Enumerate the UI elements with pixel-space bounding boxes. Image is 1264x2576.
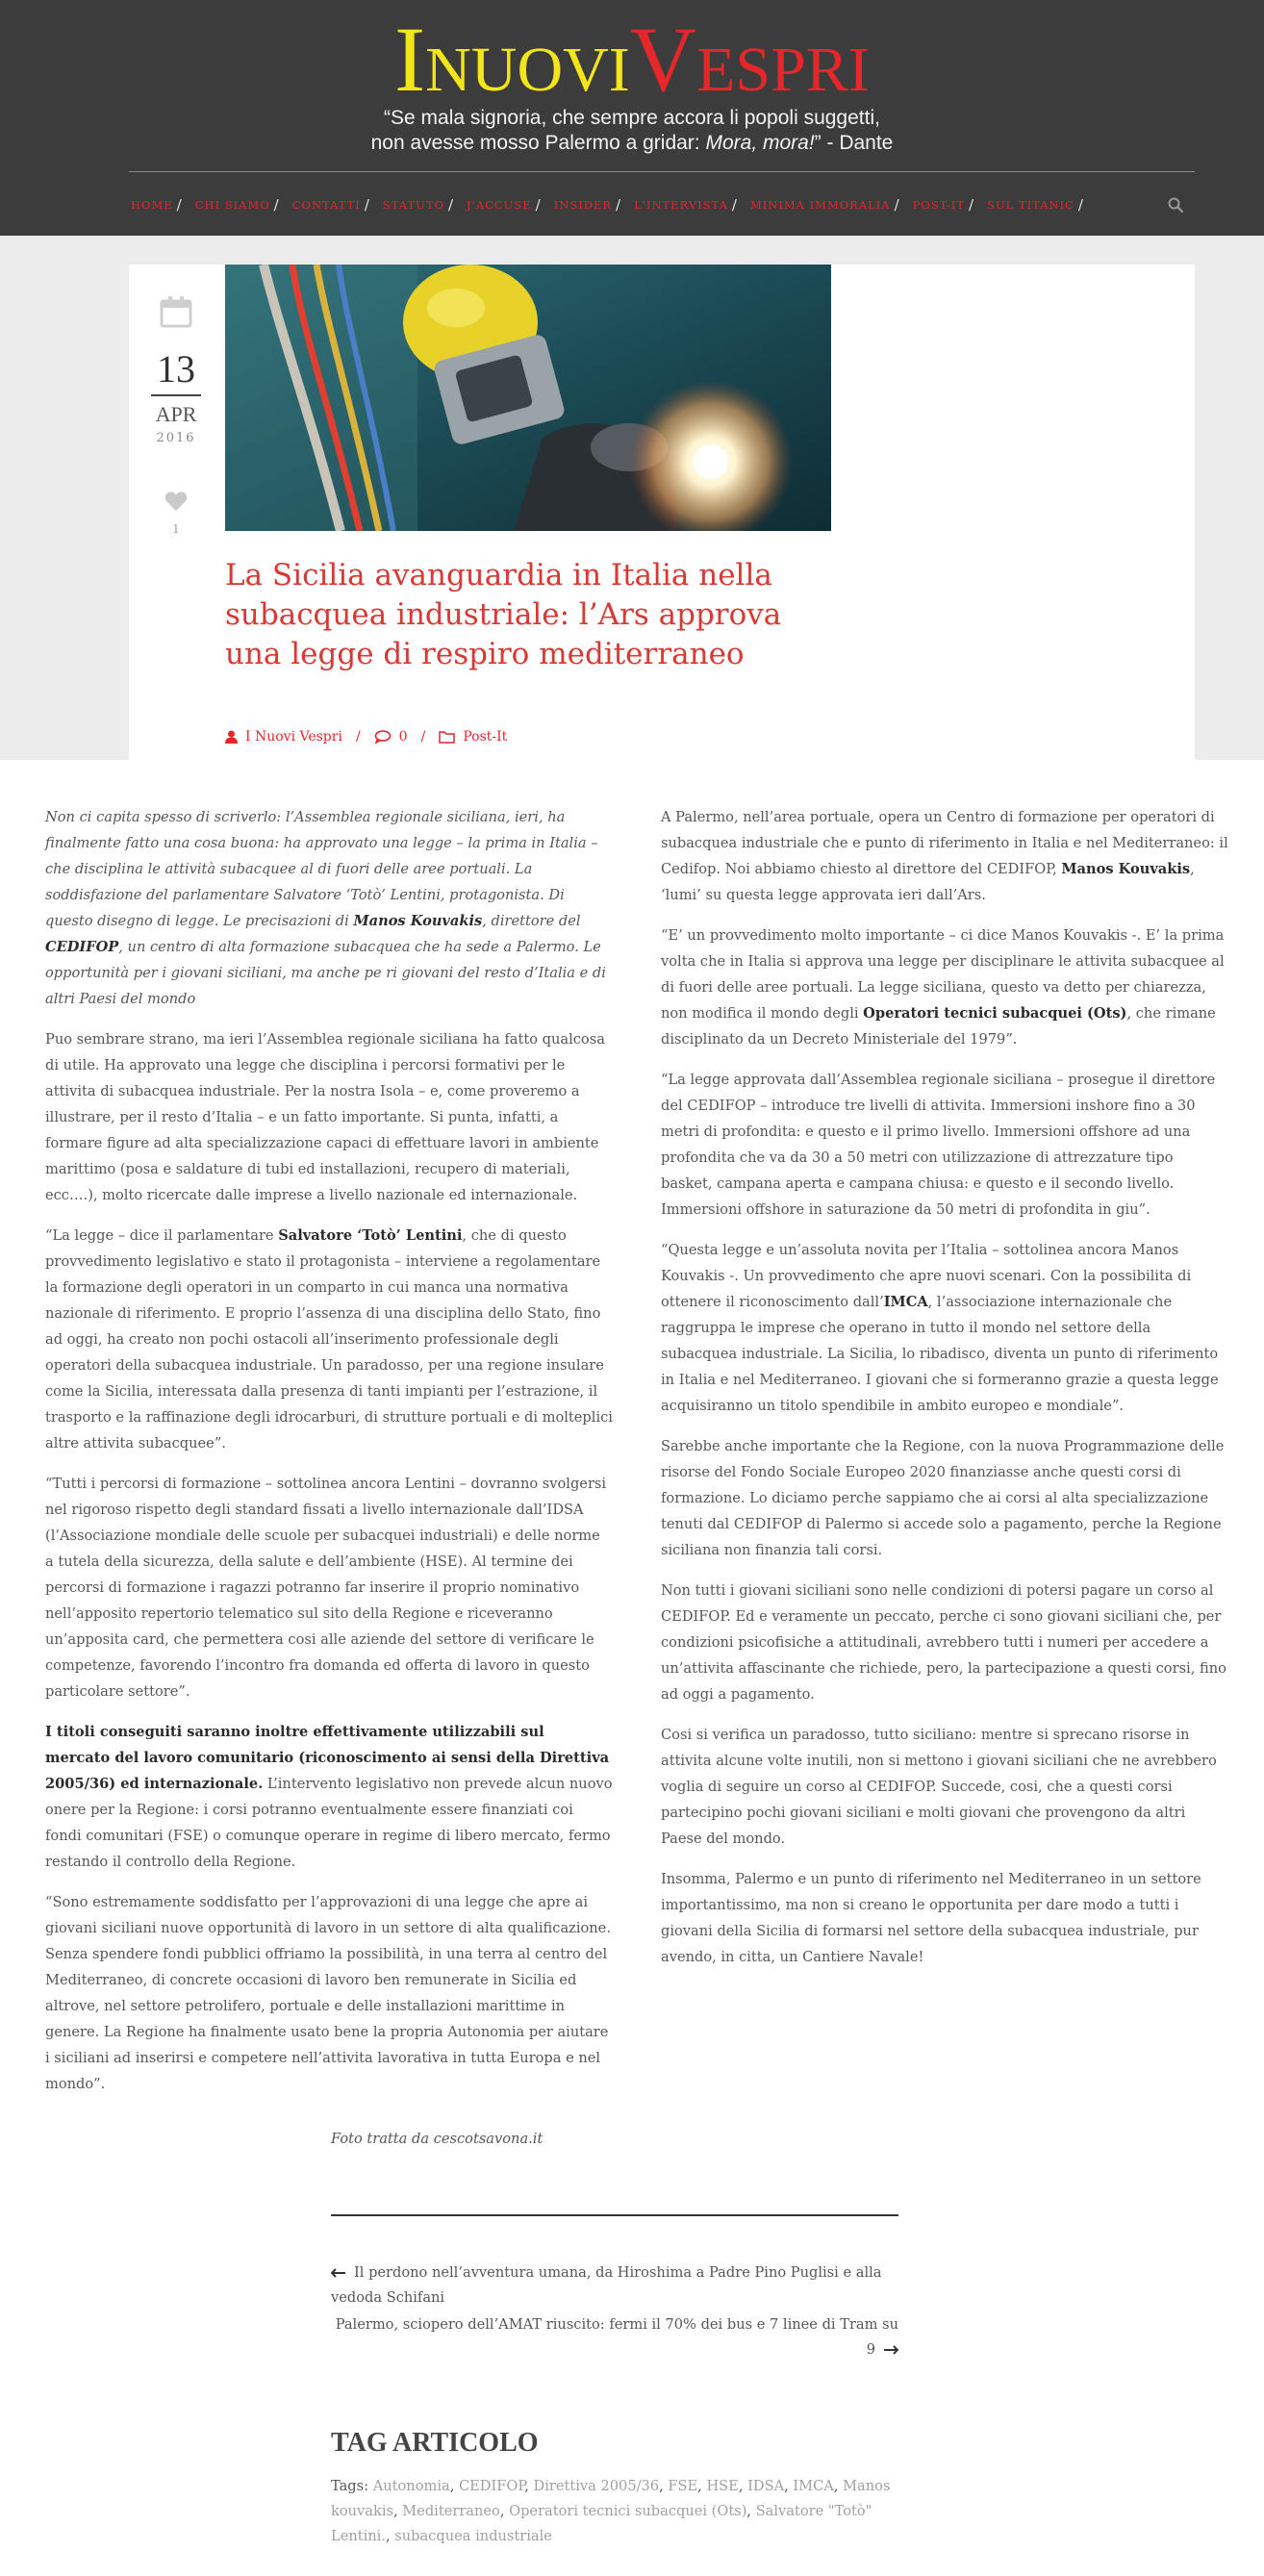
- post-title: La Sicilia avanguardia in Italia nella subacquea industriale: l’Ars approva una legge di respiro mediterraneo: [225, 558, 782, 671]
- tag-link[interactable]: IDSA: [747, 2478, 785, 2494]
- nav-separator: /: [535, 196, 541, 214]
- comment-count[interactable]: 0: [398, 729, 408, 745]
- nav-item: [554, 196, 634, 214]
- text-run: , l’associazione internazionale che raggruppa le imprese che operano in tutto il mondo nel settore della subacquea industriale. La Sicilia, lo ribadisco, diventa un punto di riferimento in Italia e nel Mediterraneo. I giovani che si formeranno grazie a questa legge acquisiranno un titolo spendibile in ambito europeo e mondiale”.: [661, 1294, 1219, 1414]
- post-month: APR: [155, 402, 197, 426]
- text-run: Insomma, Palermo e un punto di riferimento nel Mediterraneo in un settore importantissimo, ma non si creano le opportunita per dare modo a tutti i giovani della Sicilia di formarsi nel settore della subacquea industriale, pur avendo, in citta, un Cantiere Navale!: [661, 1871, 1201, 1965]
- next-post-title: Palermo, sciopero dell’AMAT riuscito: fermi il 70% dei bus e 7 linee di Tram su 9: [335, 2316, 898, 2358]
- nav-item: [987, 196, 1097, 214]
- site-header: [0, 0, 1264, 236]
- text-run: “La legge approvata dall’Assemblea regionale siciliana – prosegue il direttore del CEDIFOP – introduce tre livelli di attivita. Immersioni inshore fino a 30 metri di profondita: e questo e il primo livello. Immersioni offshore ad una profondita che va da 30 a 50 metri con utilizzazione di attrezzature tipo basket, campana aperta e campana chiusa: e questo e il secondo livello. Immersioni offshore in saturazione da 50 metri di profondita in giu”.: [661, 1072, 1216, 1218]
- nav-separator: /: [1077, 196, 1083, 214]
- text-run: , che di questo provvedimento legislativo e stato il protagonista – interviene a regolamentare la formazione degli operatori in un comparto in cui manca una normativa nazionale di riferimento. E proprio l’assenza di una disciplina dello Stato, fino ad oggi, ha creato non pochi ostacoli all’inserimento professionale degli operatori della subacquea industriale. Un paradosso, per una regione insulare come la Sicilia, interessata dalla presenza di tanti impianti per l’estrazione, il trasporto e la raffinazione degli idrocarburi, di strutture portuali e di molteplici altre attivita subacquee”.: [45, 1227, 613, 1452]
- nav-link[interactable]: INSIDER: [553, 198, 613, 212]
- post-divider: [331, 2214, 898, 2216]
- text-run: , che rimane disciplinato da un Decreto Ministeriale del 1979”.: [661, 1005, 1216, 1048]
- text-run: Sarebbe anche importante che la Regione, con la nuova Programmazione delle risorse del Fondo Sociale Europeo 2020 finanziasse anche questi corsi di formazione. Lo diciamo perche sappiamo che ai corsi al alta specializzazione tenuti dal CEDIFOP di Palermo si accede solo a pagamento, perche la Regione siciliana non finanzia tali corsi.: [661, 1438, 1225, 1558]
- text-run: L’intervento legislativo non prevede alcun nuovo onere per la Regione: i corsi potranno eventualmente essere finanziati coi fondi comunitari (FSE) o comunque operare in regime di libero mercato, fermo restando il controllo della Regione.: [45, 1776, 613, 1870]
- text-run: Non tutti i giovani siciliani sono nelle condizioni di potersi pagare un corso al CEDIFOP. Ed e veramente un peccato, perche ci sono giovani siciliani che, per condizioni psicofisiche a attitudinali, avrebbero tutti i numeri per accedere a un’attivita affascinante che richiede, pero, la partecipazione a questi corsi, fino ad oggi a pagamento.: [661, 1582, 1226, 1703]
- bold-text: I titoli conseguiti saranno inoltre effettivamente utilizzabili sul mercato del lavoro comunitario (riconoscimento ai sensi della Direttiva 2005/36) ed internazionale.: [45, 1724, 610, 1792]
- nav-separator: /: [969, 196, 974, 214]
- article-paragraph: [661, 1722, 1228, 1852]
- article-paragraph: [45, 1889, 613, 2097]
- arrow-left-icon: [331, 2268, 346, 2278]
- article-paragraph: [45, 1719, 613, 1875]
- nav-item: [292, 196, 383, 214]
- nav-divider: [129, 171, 1195, 172]
- article-column-right: [661, 804, 1228, 1984]
- nav-link[interactable]: L'INTERVISTA: [634, 198, 728, 212]
- nav-separator: /: [731, 196, 737, 214]
- motto-line: “Se mala signoria, che sempre accora li popoli suggetti,: [384, 107, 880, 129]
- text-run: “Tutti i percorsi di formazione – sottolinea ancora Lentini – dovranno svolgersi nel rigoroso rispetto degli standard fissati a livello internazionale dall’IDSA (l’Associazione mondiale delle scuole per subacquei industriali) e delle norme a tutela della sicurezza, della salute e dell’ambiente (HSE). Al termine dei percorsi di formazione i ragazzi potranno far inserire il proprio nominativo nell’apposito repertorio telematico sul sito della Regione e riceveranno un’apposita card, che permettera cosi alle aziende del settore di verificare le competenze, favorendo l’incontro fra domanda ed offerta di lavoro in questo particolare settore”.: [45, 1476, 607, 1700]
- date-divider: [151, 394, 201, 396]
- text-run: Cosi si verifica un paradosso, tutto siciliano: mentre si sprecano risorse in attivita alcune volte inutili, non si mettono i giovani siciliani che ne avrebbero voglia di seguire un corso al CEDIFOP. Succede, cosi, che a questi corsi partecipino pochi giovani siciliani e molti giovani che provengono da altri Paese del mondo.: [661, 1727, 1217, 1847]
- image-caption: Foto tratta da cescotsavona.it: [331, 2131, 544, 2147]
- tag-link[interactable]: Salvatore "Totò" Lentini.: [331, 2503, 872, 2544]
- nav-item: [195, 196, 292, 214]
- article-paragraph: [661, 922, 1228, 1052]
- main-nav: [131, 194, 1097, 215]
- article-paragraph: [661, 1433, 1228, 1563]
- tag-link[interactable]: Manos kouvakis: [331, 2478, 891, 2519]
- meta-separator: /: [420, 729, 426, 745]
- post-day: 13: [157, 347, 195, 391]
- previous-post-link[interactable]: [331, 2260, 898, 2311]
- article-paragraph: [661, 804, 1228, 908]
- article-intro: [45, 804, 613, 1012]
- motto-text: ” - Dante: [814, 132, 894, 154]
- motto-emphasis: Mora, mora!: [705, 132, 815, 154]
- nav-separator: /: [273, 196, 279, 214]
- post-author[interactable]: I Nuovi Vespri: [245, 729, 342, 745]
- post-year: 2016: [156, 431, 196, 445]
- article-paragraph: [661, 1067, 1228, 1223]
- nav-link[interactable]: STATUTO: [382, 198, 444, 212]
- nav-item: [383, 196, 467, 214]
- tag-link[interactable]: Operatori tecnici subacquei (Ots): [509, 2503, 747, 2519]
- nav-link[interactable]: SUL TITANIC: [987, 198, 1074, 212]
- tag-link[interactable]: FSE: [668, 2478, 698, 2494]
- meta-separator: /: [355, 729, 361, 745]
- tags-list: Tags: Autonomia, CEDIFOP, Direttiva 2005/36, FSE, HSE, IDSA, IMCA, Manos kouvakis, Mediterraneo, Operatori tecnici subacquei (Ots), Salvatore "Totò" Lentini., subacquea industriale: [331, 2478, 891, 2544]
- article-paragraph: [661, 1866, 1228, 1970]
- site-logo[interactable]: [0, 8, 1264, 111]
- nav-separator: /: [176, 196, 182, 214]
- nav-item: [467, 196, 554, 214]
- nav-separator: /: [364, 196, 369, 214]
- like-count: 1: [172, 522, 180, 536]
- tag-link[interactable]: Direttiva 2005/36: [533, 2478, 660, 2494]
- text-run: A Palermo, nell’area portuale, opera un Centro di formazione per operatori di subacquea industriale che e punto di riferimento in Italia e nel Mediterraneo: il Cedifop. Noi abbiamo chiesto al direttore del CEDIFOP,: [661, 809, 1228, 877]
- bold-text: Manos Kouvakis: [1061, 861, 1191, 877]
- comments-icon: [374, 730, 392, 744]
- tag-link[interactable]: CEDIFOP: [458, 2478, 525, 2494]
- tag-link[interactable]: subacquea industriale: [394, 2528, 552, 2544]
- folder-icon: [439, 730, 455, 744]
- article-paragraph: [661, 1237, 1228, 1419]
- tags-heading: TAG ARTICOLO: [331, 2428, 539, 2458]
- nav-item: [131, 196, 195, 214]
- text-run: “Sono estremamente soddisfatto per l’approvazioni di una legge che apre ai giovani siciliani nuove opportunità di lavoro in un settore di alta qualificazione. Senza spendere fondi pubblici offriamo la possibilità, in una terra al centro del Mediterraneo, di concrete occasioni di lavoro ben remunerate in Sicilia ed altrove, nel settore petrolifero, portuale e delle installazioni marittime in genere. La Regione ha finalmente usato bene la propria Autonomia per aiutare i siciliani ad inserirsi e competere nell’attivita lavorativa in tutta Europa e nel mondo”.: [45, 1894, 611, 2092]
- text-run: Puo sembrare strano, ma ieri l’Assemblea regionale siciliana ha fatto qualcosa di utile. Ha approvato una legge che disciplina i percorsi formativi per le attivita di subacquea industriale. Per la nostra Isola – e, come proveremo a illustrare, per il resto d’Italia – e un fatto importante. Si punta, infatti, a formare figure ad alta specializzazione capaci di effettuare lavori in ambiente marittimo (posa e saldature di tubi ed installazioni, recupero di materiali, ecc….), molto ricercate dalle imprese a livello nazionale ed internazionale.: [45, 1031, 605, 1203]
- nav-separator: /: [447, 196, 454, 214]
- text-run: “E’ un provvedimento molto importante – ci dice Manos Kouvakis -. E’ la prima volta che in Italia si approva una legge per disciplinare le attivita subacquee al di fuori delle aree portuali. La legge siciliana, questo va detto per chiarezza, non modifica il mondo degli: [661, 927, 1225, 1022]
- previous-post-title: Il perdono nell’avventura umana, da Hiroshima a Padre Pino Puglisi e alla vedoda Schifani: [331, 2264, 882, 2306]
- logo-letter: V: [629, 8, 697, 111]
- nav-separator: /: [616, 196, 621, 214]
- search-icon[interactable]: [1168, 197, 1183, 213]
- nav-link[interactable]: CONTATTI: [291, 198, 361, 212]
- bold-text: Salvatore ‘Totò’ Lentini: [278, 1227, 463, 1244]
- next-post-link[interactable]: [331, 2312, 898, 2362]
- nav-link[interactable]: POST-IT: [912, 198, 966, 212]
- bold-text: Operatori tecnici subacquei (Ots): [863, 1005, 1127, 1022]
- logo-letter: NUOVI: [425, 35, 630, 105]
- nav-item: [634, 196, 750, 214]
- heart-icon[interactable]: [164, 491, 188, 512]
- logo-letter: I: [394, 8, 426, 111]
- nav-link[interactable]: J'ACCUSE: [467, 198, 532, 212]
- logo-letter: ESPRI: [696, 35, 870, 105]
- tag-link[interactable]: Mediterraneo: [402, 2503, 500, 2519]
- nav-link[interactable]: HOME: [131, 198, 173, 212]
- text-run: “Questa legge e un’assoluta novita per l’Italia – sottolinea ancora Manos Kouvakis -. Un provvedimento che apre nuovi scenari. Con la possibilita di ottenere il riconoscimento dall’: [661, 1242, 1192, 1310]
- article-paragraph: [661, 1578, 1228, 1707]
- nav-link[interactable]: CHI SIAMO: [194, 198, 270, 212]
- text-run: “La legge – dice il parlamentare: [45, 1227, 279, 1244]
- text-run: , direttore del: [482, 913, 581, 929]
- nav-separator: /: [894, 196, 899, 214]
- post-date: [144, 289, 208, 445]
- article-paragraph: [45, 1223, 613, 1456]
- article-column-left: [45, 804, 613, 2111]
- text-run: , ‘lumi’ su questa legge approvata ieri dall’Ars.: [661, 861, 1195, 903]
- post-category[interactable]: Post-It: [463, 729, 508, 745]
- site-motto: [0, 106, 1264, 156]
- tags-label: Tags:: [331, 2478, 369, 2494]
- text-run: , un centro di alta formazione subacquea che ha sede a Palermo. Le opportunità per i giovani siciliani, ma anche pe ri giovani del resto d’Italia e di altri Paesi del mondo: [45, 939, 606, 1007]
- nav-item: [750, 196, 913, 214]
- arrow-right-icon: [883, 2345, 898, 2355]
- sidebar-card: [860, 265, 1195, 760]
- bold-text: IMCA: [883, 1294, 928, 1310]
- featured-image: [225, 265, 831, 531]
- tag-link[interactable]: HSE: [706, 2478, 739, 2494]
- bold-text: Manos Kouvakis: [353, 913, 483, 929]
- article-paragraph: [45, 1471, 613, 1705]
- user-icon: [225, 730, 238, 744]
- bold-text: CEDIFOP: [45, 939, 119, 955]
- motto-text: non avesse mosso Palermo a gridar:: [370, 132, 706, 154]
- nav-link[interactable]: MINIMA IMMORALIA: [749, 198, 891, 212]
- tag-link[interactable]: Autonomia: [372, 2478, 450, 2494]
- nav-item: [913, 196, 987, 214]
- motto-line: [0, 131, 1264, 156]
- text-run: Non ci capita spesso di scriverlo: l’Assemblea regionale siciliana, ieri, ha finalmente fatto una cosa buona: ha approvato una legge – la prima in Italia – che disciplina le attività subacquee al di fuori delle aree portuali. La soddisfazione del parlamentare Salvatore ‘Totò’ Lentini, protagonista. Di questo disegno di legge. Le precisazioni di: [45, 809, 598, 929]
- tag-link[interactable]: IMCA: [793, 2478, 834, 2494]
- post-meta: [225, 729, 507, 745]
- article-paragraph: [45, 1026, 613, 1208]
